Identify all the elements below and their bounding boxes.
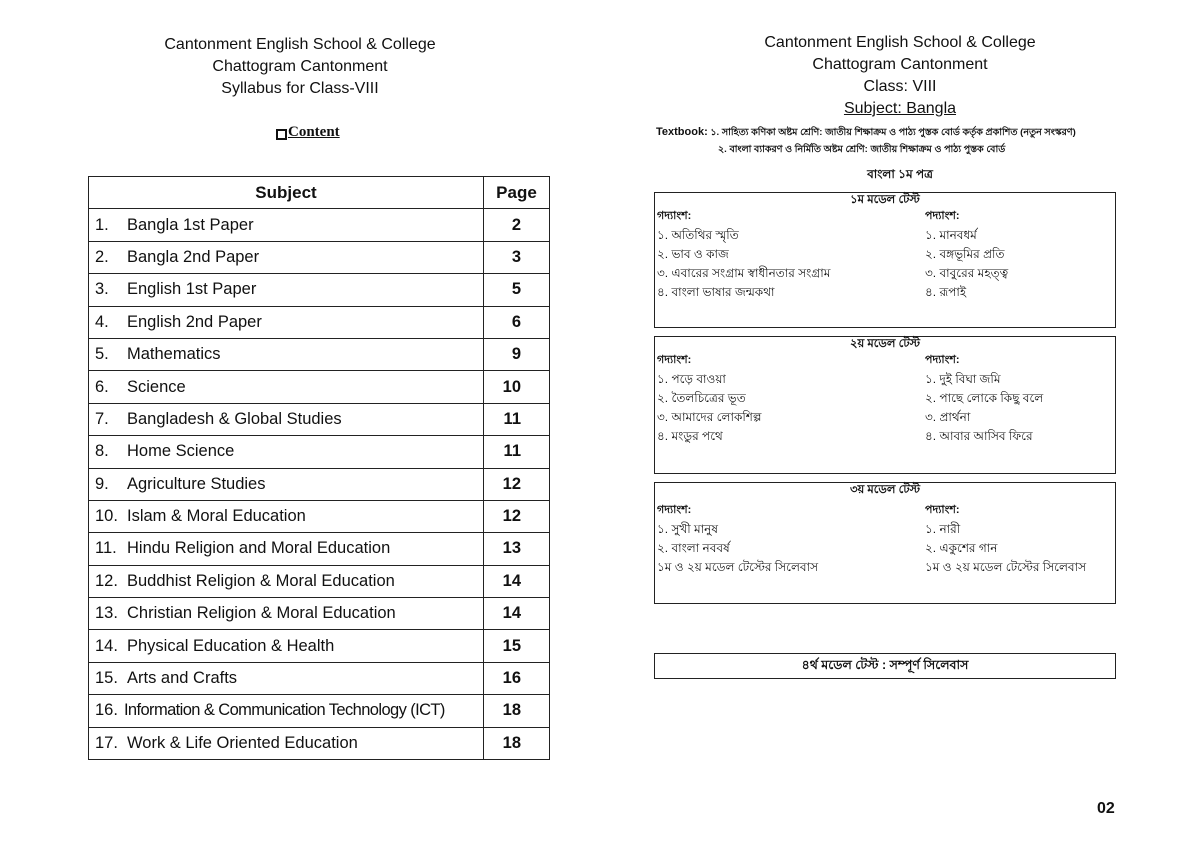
prose-item: ১ম ও ২য় মডেল টেস্টের সিলেবাস	[657, 560, 819, 574]
subject-cell	[89, 306, 484, 338]
section-label-row	[655, 207, 1115, 226]
list-item	[655, 245, 1115, 264]
poetry-item: ২. পাছে লোকে কিছু বলে	[925, 391, 1044, 405]
subject-name: English 1st Paper	[127, 280, 257, 299]
poetry-item: ২. একুশের গান	[925, 541, 998, 555]
poetry-item: ১ম ও ২য় মডেল টেস্টের সিলেবাস	[925, 560, 1087, 574]
model-test-box	[654, 336, 1116, 474]
subject-cell	[89, 436, 484, 468]
table-row	[89, 533, 550, 565]
subject-name: Home Science	[127, 442, 235, 461]
row-number: 3.	[95, 280, 109, 299]
prose-label: গদ্যাংশ:	[657, 504, 692, 516]
school-location-right: Chattogram Cantonment	[812, 56, 988, 73]
paper-title: বাংলা ১ম পত্র	[867, 167, 933, 181]
subject-cell	[89, 630, 484, 662]
subject-name: Islam & Moral Education	[127, 507, 306, 526]
school-name-right: Cantonment English School & College	[764, 34, 1036, 51]
row-number: 10.	[95, 507, 118, 526]
list-item	[655, 408, 1115, 427]
poetry-label: পদ্যাংশ:	[925, 354, 960, 366]
table-row	[89, 565, 550, 597]
subject-name: English 2nd Paper	[127, 312, 262, 331]
textbook-label: Textbook:	[656, 126, 708, 138]
table-row	[89, 500, 550, 532]
school-location: Chattogram Cantonment	[212, 58, 388, 75]
page-cell: 10	[484, 371, 550, 403]
page-cell: 18	[484, 695, 550, 727]
page-cell: 3	[484, 241, 550, 273]
textbook-line-2: ২. বাংলা ব্যাকরণ ও নির্মিতি অষ্টম শ্রেণি: জাতীয় শিক্ষাক্রম ও পাঠ্য পুস্তক বোর্ড	[718, 144, 1006, 155]
row-number: 5.	[95, 345, 109, 364]
textbook-line-1: Textbook: ১. সাহিত্য কণিকা অষ্টম শ্রেণি: জাতীয় শিক্ষাক্রম ও পাঠ্য পুস্তক বোর্ড কর্তৃক প্রকাশিত (নতুন সংস্করণ)	[656, 126, 1076, 138]
poetry-item: ১. নারী	[925, 522, 961, 536]
subject-name: Arts and Crafts	[127, 669, 238, 688]
poetry-item: ৩. প্রার্থনা	[925, 410, 971, 424]
subject-label: Subject: Bangla	[843, 100, 957, 117]
subject-cell	[89, 662, 484, 694]
list-item	[655, 520, 1115, 539]
row-number: 17.	[95, 733, 118, 752]
prose-label: গদ্যাংশ:	[657, 354, 692, 366]
row-number: 9.	[95, 474, 109, 493]
list-item	[655, 283, 1115, 302]
checkbox-square-icon	[276, 129, 287, 140]
page-cell: 16	[484, 662, 550, 694]
list-item	[655, 558, 1115, 577]
contents-table	[88, 176, 550, 760]
table-row	[89, 371, 550, 403]
model-test-title: ২য় মডেল টেস্ট	[849, 338, 921, 350]
list-item	[655, 370, 1115, 389]
table-row	[89, 727, 550, 759]
subject-cell	[89, 533, 484, 565]
row-number: 2.	[95, 247, 109, 266]
page-cell: 18	[484, 727, 550, 759]
page-cell: 13	[484, 533, 550, 565]
page-cell: 9	[484, 338, 550, 370]
table-row	[89, 695, 550, 727]
prose-item: ২. তৈলচিত্রের ভূত	[657, 391, 746, 405]
page-cell: 2	[484, 209, 550, 241]
poetry-label: পদ্যাংশ:	[925, 210, 960, 222]
row-number: 7.	[95, 409, 109, 428]
page-number: 02	[1097, 800, 1115, 817]
subject-cell	[89, 695, 484, 727]
subject-cell	[89, 209, 484, 241]
list-item	[655, 389, 1115, 408]
subject-name: Agriculture Studies	[127, 474, 266, 493]
section-label-row	[655, 501, 1115, 520]
syllabus-title: Syllabus for Class-VIII	[221, 80, 379, 97]
subject-column-header: Subject	[89, 177, 484, 209]
page-cell: 15	[484, 630, 550, 662]
table-header-row	[89, 177, 550, 209]
subject-name: Bangla 2nd Paper	[127, 247, 260, 266]
page-cell: 12	[484, 500, 550, 532]
subject-cell	[89, 598, 484, 630]
poetry-item: ৪. রূপাই	[925, 285, 967, 299]
subject-name: Buddhist Religion & Moral Education	[127, 571, 395, 590]
row-number: 13.	[95, 604, 118, 623]
poetry-item: ৪. আবার আসিব ফিরে	[925, 429, 1033, 443]
row-number: 6.	[95, 377, 109, 396]
model-test-box	[654, 192, 1116, 328]
textbook-info	[656, 124, 1196, 158]
page-cell: 14	[484, 565, 550, 597]
model-test-box	[654, 482, 1116, 604]
subject-cell	[89, 371, 484, 403]
poetry-item: ১. দুই বিঘা জমি	[925, 372, 1001, 386]
subject-name: Hindu Religion and Moral Education	[127, 539, 391, 558]
list-item	[655, 226, 1115, 245]
table-row	[89, 436, 550, 468]
prose-item: ২. ভাব ও কাজ	[657, 247, 729, 261]
table-row	[89, 662, 550, 694]
prose-item: ৩. এবারের সংগ্রাম স্বাধীনতার সংগ্রাম	[657, 266, 831, 280]
list-item	[655, 264, 1115, 283]
right-page	[600, 0, 1200, 849]
subject-name: Physical Education & Health	[127, 636, 335, 655]
prose-item: ১. সুখী মানুষ	[657, 522, 718, 536]
subject-cell	[89, 468, 484, 500]
page-cell: 6	[484, 306, 550, 338]
subject-name: Bangla 1st Paper	[127, 215, 254, 234]
table-row	[89, 306, 550, 338]
poetry-item: ২. বঙ্গভূমির প্রতি	[925, 247, 1005, 261]
school-name: Cantonment English School & College	[164, 36, 436, 53]
page-cell: 11	[484, 403, 550, 435]
row-number: 11.	[95, 539, 117, 558]
table-row	[89, 241, 550, 273]
poetry-item: ৩. বাবুরের মহত্ত্ব	[925, 266, 1009, 280]
page-cell: 14	[484, 598, 550, 630]
model-test-title: ১ম মডেল টেস্ট	[850, 194, 920, 206]
subject-name: Work & Life Oriented Education	[127, 733, 358, 752]
row-number: 1.	[95, 215, 109, 234]
prose-item: ১. অতিথির স্মৃতি	[657, 228, 739, 242]
row-number: 15.	[95, 669, 118, 688]
prose-item: ১. পড়ে বাওয়া	[657, 372, 726, 386]
poetry-label: পদ্যাংশ:	[925, 504, 960, 516]
table-row	[89, 209, 550, 241]
page-column-header: Page	[484, 177, 550, 209]
prose-item: ৩. আমাদের লোকশিল্প	[657, 410, 762, 424]
list-item	[655, 427, 1115, 446]
subject-cell	[89, 500, 484, 532]
subject-name: Mathematics	[127, 345, 221, 364]
subject-cell	[89, 274, 484, 306]
table-row	[89, 598, 550, 630]
subject-cell	[89, 338, 484, 370]
prose-item: ৪. মংডুর পথে	[657, 429, 723, 443]
subject-cell	[89, 727, 484, 759]
table-row	[89, 403, 550, 435]
subject-name: Bangladesh & Global Studies	[127, 409, 342, 428]
row-number: 12.	[95, 571, 118, 590]
subject-name: Christian Religion & Moral Education	[127, 604, 396, 623]
table-row	[89, 630, 550, 662]
subject-name: Science	[127, 377, 186, 396]
page-cell: 5	[484, 274, 550, 306]
content-heading-text: Content	[288, 124, 340, 140]
section-label-row	[655, 351, 1115, 370]
row-number: 16.	[95, 701, 118, 720]
row-number: 14.	[95, 636, 118, 655]
page-cell: 12	[484, 468, 550, 500]
table-row	[89, 274, 550, 306]
prose-item: ৪. বাংলা ভাষার জন্মকথা	[657, 285, 775, 299]
subject-cell	[89, 241, 484, 273]
subject-name: Information & Communication Technology (ICT)	[123, 701, 445, 720]
page-cell: 11	[484, 436, 550, 468]
model-test-title: ৩য় মডেল টেস্ট	[849, 484, 921, 496]
class-label: Class: VIII	[863, 78, 937, 95]
content-heading	[276, 124, 340, 141]
list-item	[655, 539, 1115, 558]
poetry-item: ১. মানবধর্ম	[925, 228, 977, 242]
row-number: 8.	[95, 442, 109, 461]
table-row	[89, 338, 550, 370]
prose-item: ২. বাংলা নববর্ষ	[657, 541, 730, 555]
row-number: 4.	[95, 312, 109, 331]
final-model-test: ৪র্থ মডেল টেস্ট : সম্পূর্ণ সিলেবাস	[654, 653, 1116, 679]
subject-cell	[89, 403, 484, 435]
subject-cell	[89, 565, 484, 597]
prose-label: গদ্যাংশ:	[657, 210, 692, 222]
table-row	[89, 468, 550, 500]
